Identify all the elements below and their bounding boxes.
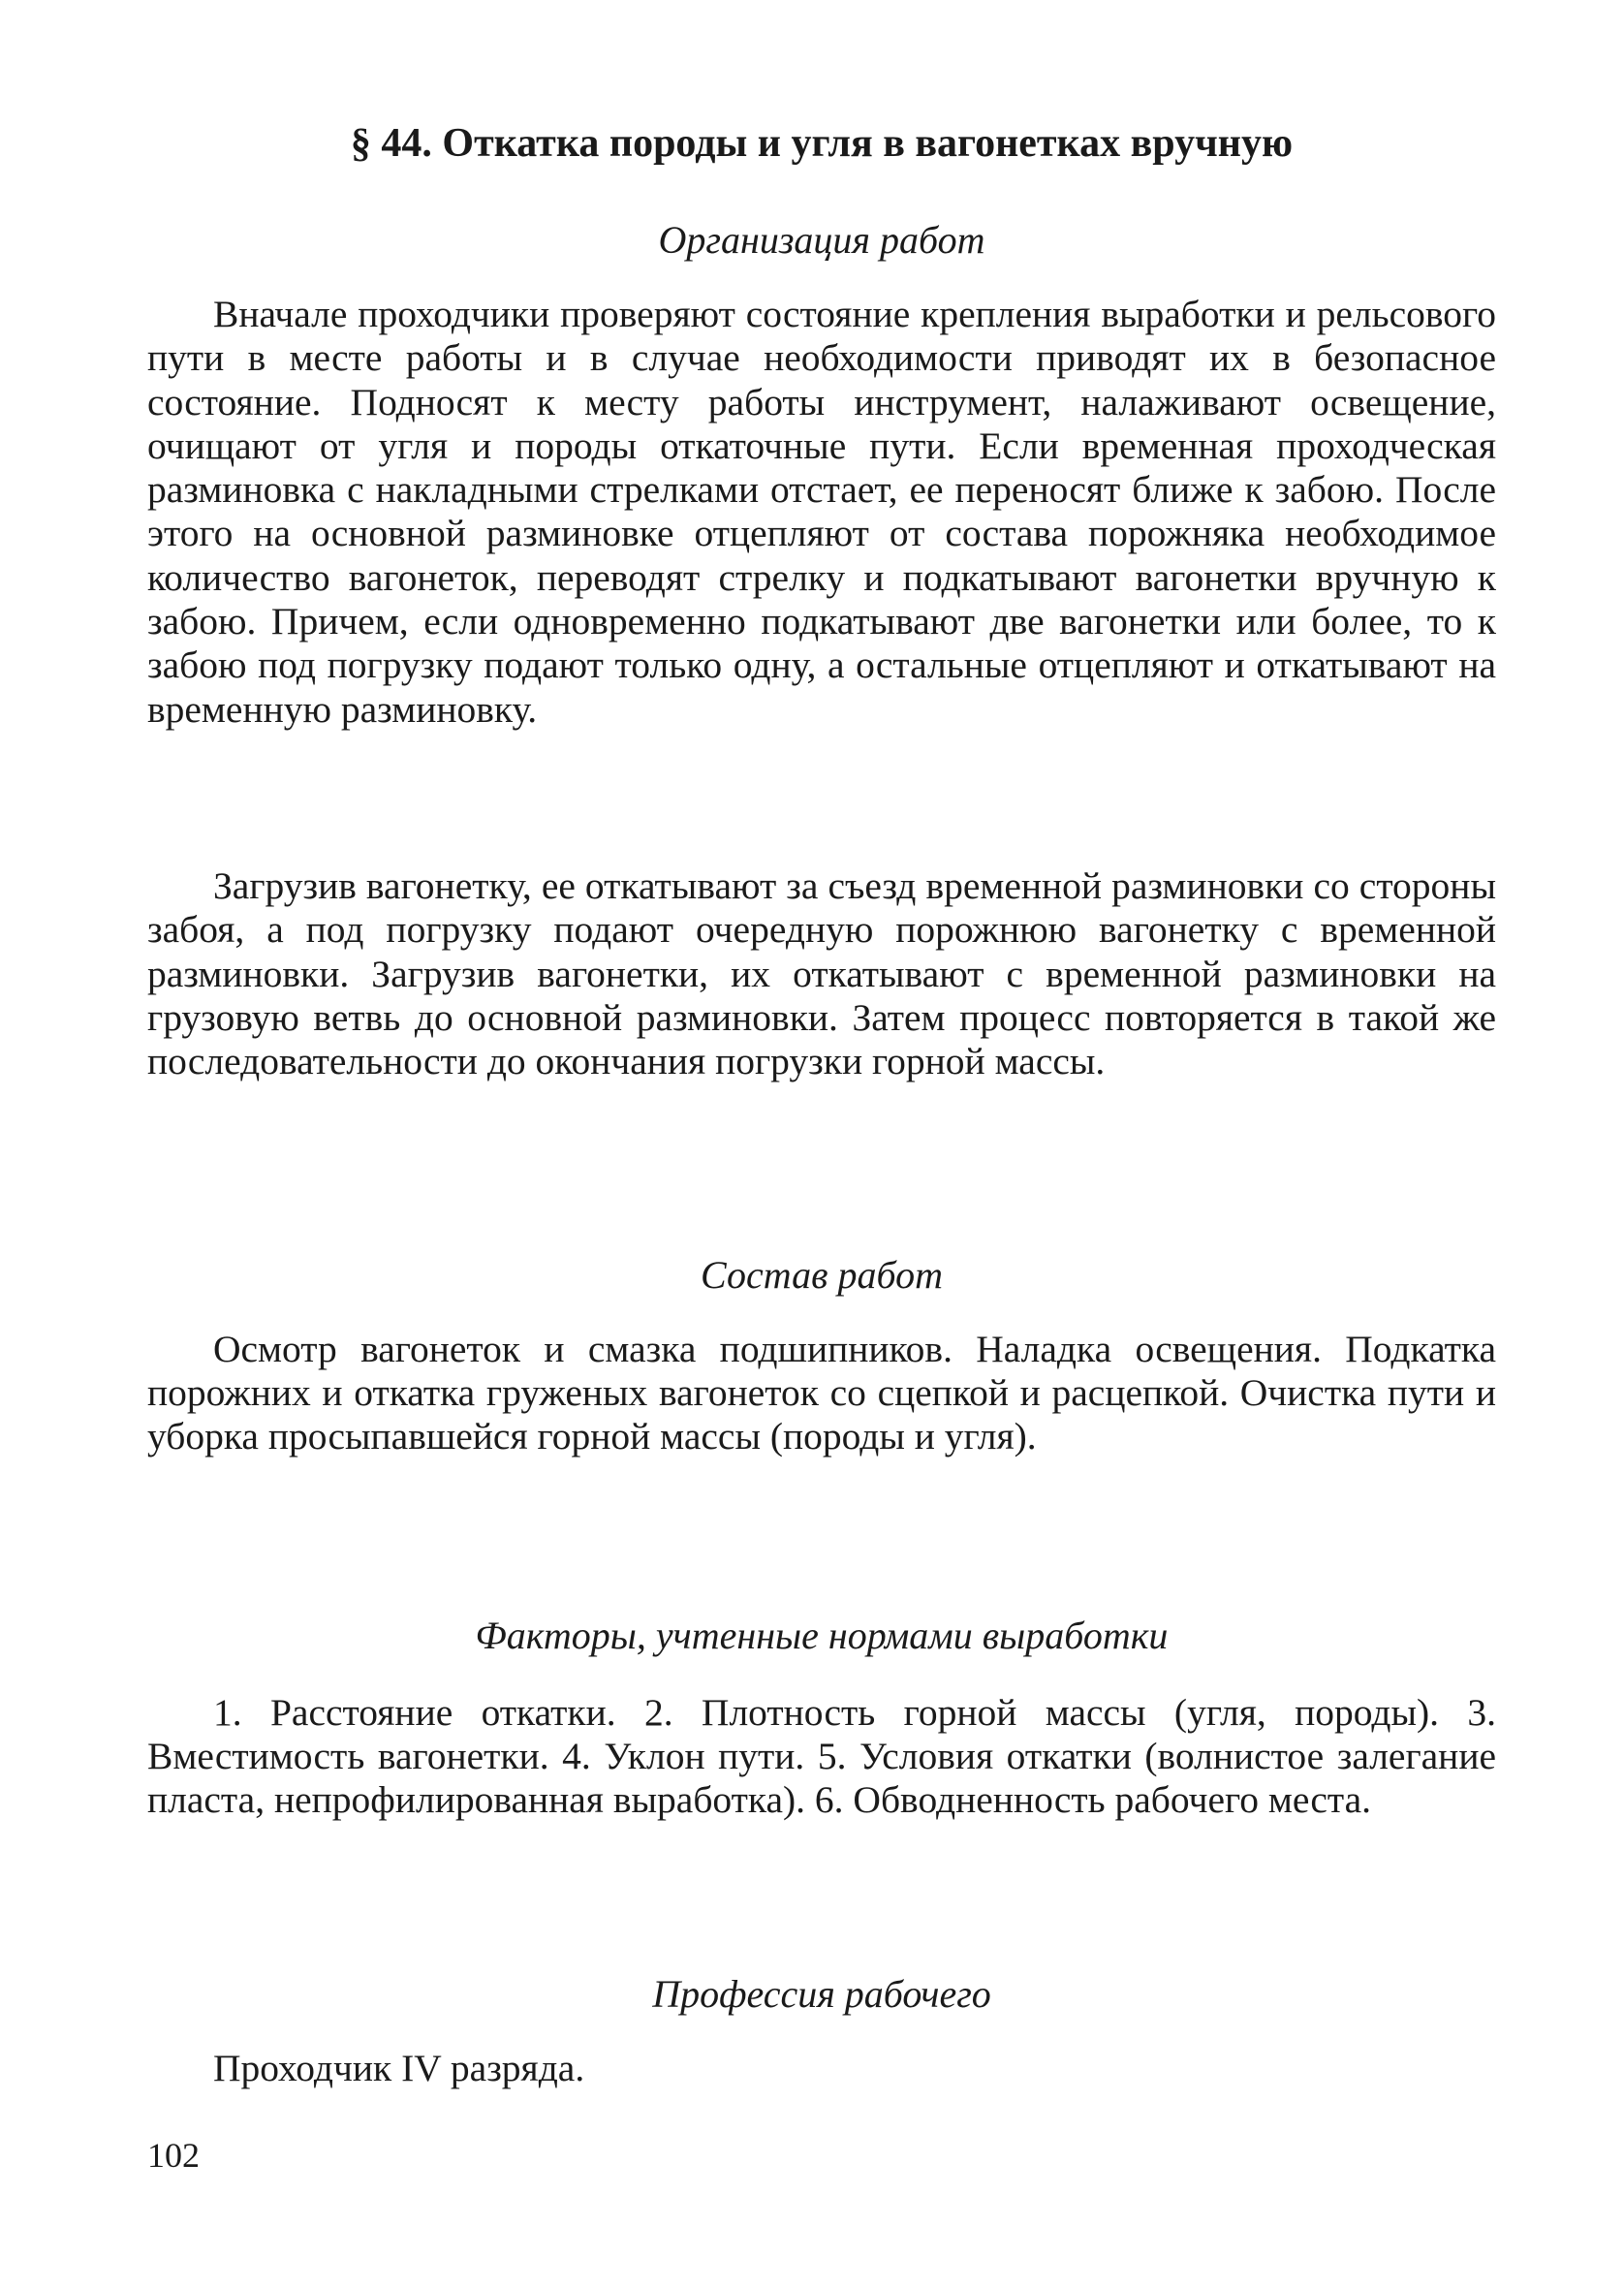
page-number: 102 bbox=[147, 2136, 200, 2175]
paragraph-profession: Проходчик IV разряда. bbox=[213, 2047, 585, 2089]
section-heading-profession: Профессия рабочего bbox=[652, 1972, 991, 2016]
paragraph-work-composition: Осмотр вагонеток и смазка подшипников. Наладка освещения. Подкатка порожних и откатка груженых вагонеток со сцепкой и расцепкой. Очистка пути и уборка просыпавшейся горной массы (породы и угля). bbox=[147, 1328, 1496, 1458]
paragraph-organization-2: Загрузив вагонетку, ее откатывают за съезд временной разминовки со стороны забоя, а под погрузку подают очередную порожнюю вагонетку с временной разминовки. Загрузив вагонетки, их откатывают с временной разминовки на грузовую ветвь до основной разминовки. Затем процесс повторяется в такой же последовательности до окончания погрузки горной массы. bbox=[147, 864, 1496, 1083]
paragraph-factors: 1. Расстояние откатки. 2. Плотность горной массы (угля, породы). 3. Вместимость вагонетки. 4. Уклон пути. 5. Условия откатки (волнистое залегание пласта, непрофилированная выработка). 6. Обводненность рабочего места. bbox=[147, 1691, 1496, 1822]
page-title: § 44. Откатка породы и угля в вагонетках вручную bbox=[350, 121, 1294, 166]
section-heading-factors: Факторы, учтенные нормами выработки bbox=[475, 1614, 1169, 1657]
paragraph-organization-1: Вначале проходчики проверяют состояние крепления выработки и рельсового пути в месте работы и в случае необходимости приводят их в безопасное состояние. Подносят к месту работы инструмент, налаживают освещение, очищают от угля и породы откаточные пути. Если временная проходческая разминовка с накладными стрелками отстает, ее переносят ближе к забою. После этого на основной разминовке отцепляют от состава порожняка необходимое количество вагонеток, переводят стрелку и подкатывают вагонетки вручную к забою. Причем, если одновременно подкатывают две вагонетки или более, то к забою под погрузку подают только одну, а остальные отцепляют и откатывают на временную разминовку. bbox=[147, 293, 1496, 731]
section-heading-work-composition: Состав работ bbox=[701, 1253, 943, 1297]
section-heading-organization: Организация работ bbox=[658, 218, 985, 262]
